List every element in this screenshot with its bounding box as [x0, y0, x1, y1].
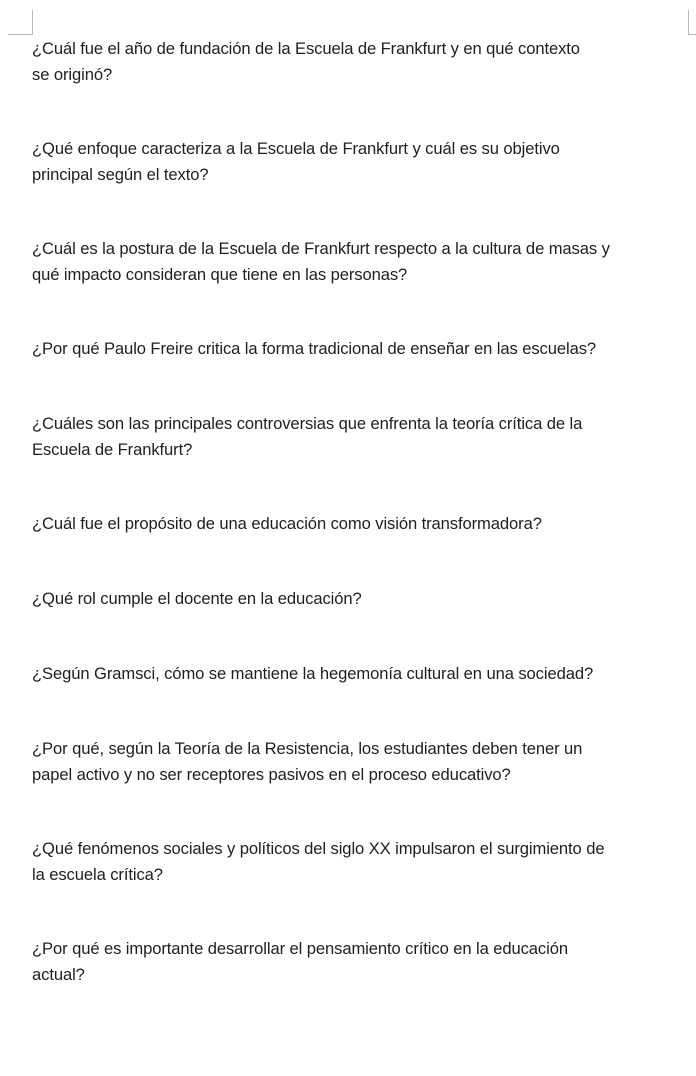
question-2 — [32, 136, 560, 188]
question-6 — [32, 511, 542, 537]
question-2-line-2: principal según el texto? — [32, 165, 209, 184]
question-10-line-1: ¿Qué fenómenos sociales y políticos del siglo XX impulsaron el surgimiento de — [32, 839, 605, 858]
question-6-line-1: ¿Cuál fue el propósito de una educación como visión transformadora? — [32, 514, 542, 533]
question-3-line-1: ¿Cuál es la postura de la Escuela de Frankfurt respecto a la cultura de masas y — [32, 239, 610, 258]
question-11 — [32, 936, 568, 988]
question-11-line-1: ¿Por qué es importante desarrollar el pensamiento crítico en la educación — [32, 939, 568, 958]
question-5-line-2: Escuela de Frankfurt? — [32, 440, 193, 459]
question-10 — [32, 836, 604, 888]
question-8 — [32, 661, 593, 687]
question-7-line-1: ¿Qué rol cumple el docente en la educación? — [32, 589, 362, 608]
question-8-line-1: ¿Según Gramsci, cómo se mantiene la hegemonía cultural en una sociedad? — [32, 664, 594, 683]
question-3 — [32, 236, 610, 288]
question-4-line-1: ¿Por qué Paulo Freire critica la forma tradicional de enseñar en las escuelas? — [32, 339, 597, 358]
question-9 — [32, 736, 582, 788]
question-9-line-1: ¿Por qué, según la Teoría de la Resistencia, los estudiantes deben tener un — [32, 739, 583, 758]
question-1-line-1: ¿Cuál fue el año de fundación de la Escuela de Frankfurt y en qué contexto — [32, 39, 580, 58]
top-right-margin-mark — [688, 10, 696, 35]
question-7 — [32, 586, 362, 612]
question-9-line-2: papel activo y no ser receptores pasivos en el proceso educativo? — [32, 765, 511, 784]
question-2-line-1: ¿Qué enfoque caracteriza a la Escuela de Frankfurt y cuál es su objetivo — [32, 139, 560, 158]
question-10-line-2: la escuela crítica? — [32, 865, 163, 884]
question-1 — [32, 36, 580, 88]
top-left-margin-mark — [8, 10, 33, 35]
question-4 — [32, 336, 596, 362]
question-1-line-2: se originó? — [32, 65, 113, 84]
question-11-line-2: actual? — [32, 965, 85, 984]
question-5-line-1: ¿Cuáles son las principales controversias que enfrenta la teoría crítica de la — [32, 414, 583, 433]
question-3-line-2: qué impacto consideran que tiene en las personas? — [32, 265, 408, 284]
question-5 — [32, 411, 582, 463]
